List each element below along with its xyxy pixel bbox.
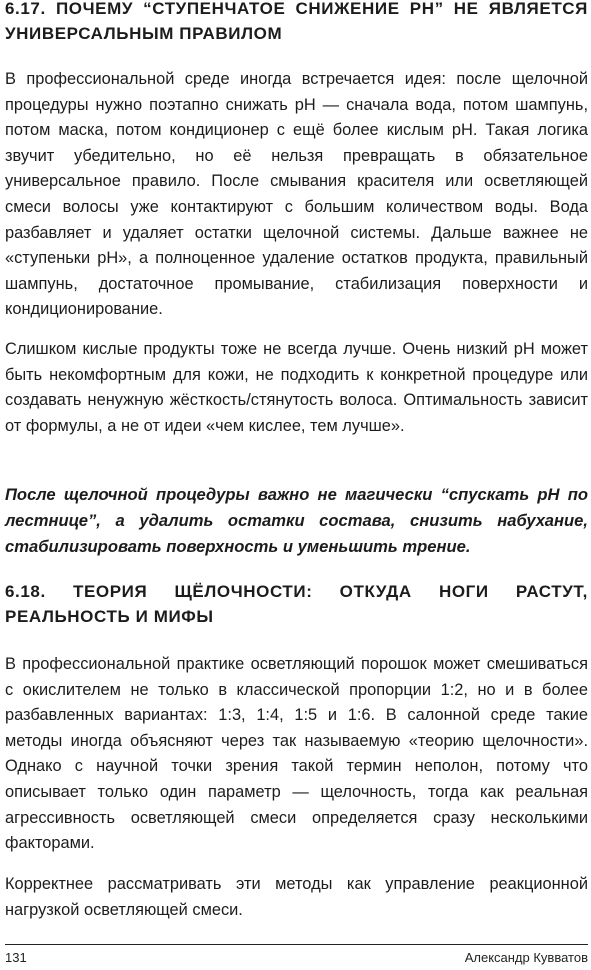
- paragraph-ph-steps: В профессиональной среде иногда встречается идея: после щелочной процедуры нужно поэтапно снижать pH — сначала вода, потом шампунь, потом маска, потом кондиционер с ещё более кислым pH. Такая логика звучит убедительно, но её нельзя превращать в обязательное универсальное правило. После смывания красителя или осветляющей смеси волосы уже контактируют с большим количеством воды. Вода разбавляет и удаляет остатки щелочной системы. Дальше важнее не «ступеньки pH», а полноценное удаление остатков продукта, правильный шампунь, достаточное промывание, стабилизация поверхности и кондиционирование.: [5, 70, 588, 319]
- paragraph-acidic-products: Слишком кислые продукты тоже не всегда лучше. Очень низкий pH может быть некомфортным для кожи, не подходить к конкретной процедуре или создавать ненужную жёсткость/стянутость волоса. Оптимальность зависит от формулы, а не от идеи «чем кислее, тем лучше».: [5, 340, 588, 435]
- page-number: 131: [5, 950, 27, 965]
- section-heading-6-17: 6.17. ПОЧЕМУ “СТУПЕНЧАТОЕ СНИЖЕНИЕ PH” НЕ ЯВЛЯЕТСЯ УНИВЕРСАЛЬНЫМ ПРАВИЛОМ: [5, 0, 588, 43]
- author-name: Александр Кувватов: [464, 950, 588, 965]
- paragraph-alkalinity-theory: В профессиональной практике осветляющий порошок может смешиваться с окислителем не только в классической пропорции 1:2, но и в более разбавленных вариантах: 1:3, 1:4, 1:5 и 1:6. В салонной среде такие методы иногда объясняют через так называемую «теорию щелочности». Однако с научной точки зрения такой термин неполон, потому что описывает только один параметр — щелочность, тогда как реальная агрессивность осветляющей смеси определяется сразу несколькими факторами.: [5, 655, 588, 853]
- section-heading-6-18: 6.18. ТЕОРИЯ ЩЁЛОЧНОСТИ: ОТКУДА НОГИ РАСТУТ, РЕАЛЬНОСТЬ И МИФЫ: [5, 582, 588, 626]
- emphasis-conclusion: После щелочной процедуры важно не магически “спускать pH по лестнице”, а удалить остатки состава, снизить набухание, стабилизировать поверхность и уменьшить трение.: [5, 485, 588, 556]
- page-footer: [5, 950, 588, 965]
- paragraph-reaction-load: Корректнее рассматривать эти методы как управление реакционной нагрузкой осветляющей смеси.: [5, 875, 588, 919]
- footer-divider: [5, 944, 588, 945]
